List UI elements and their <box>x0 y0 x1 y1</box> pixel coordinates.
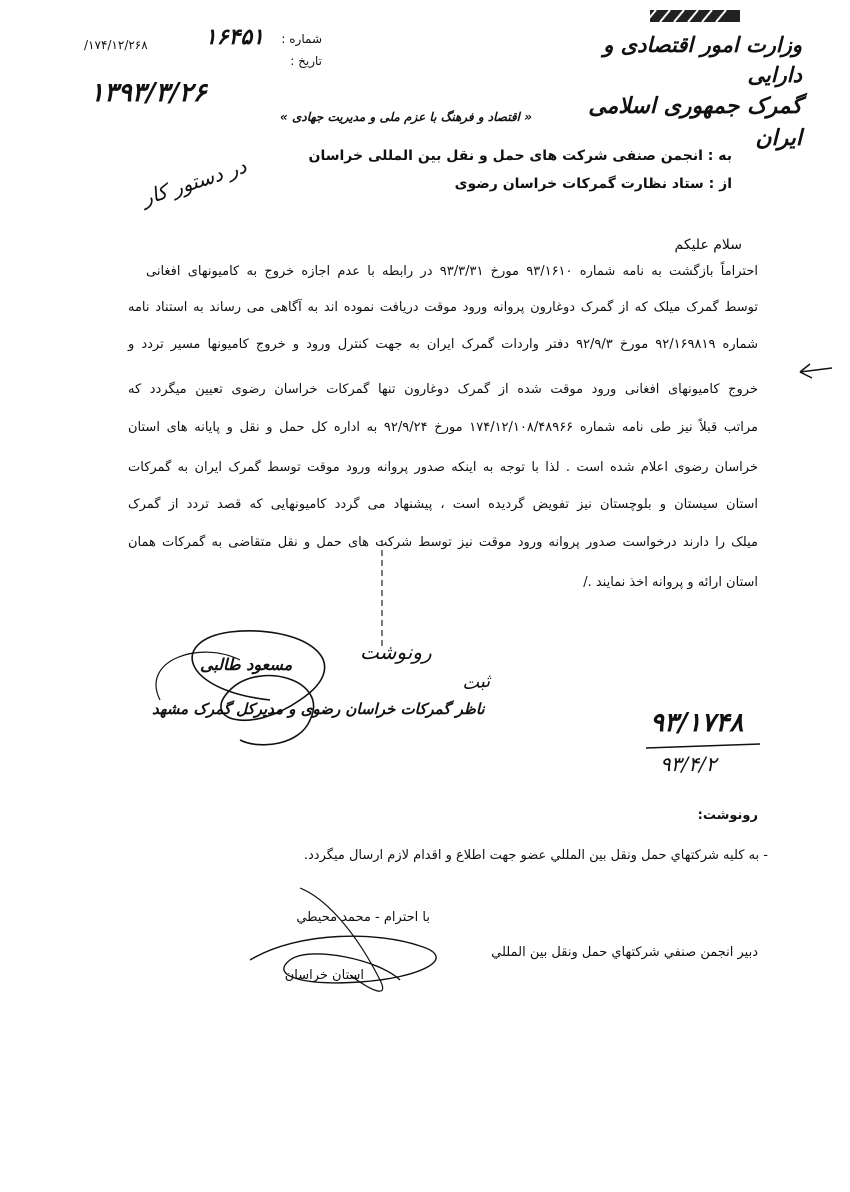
signer-name: مسعود طالبی <box>200 655 293 674</box>
reference-code: ۱۷۴/۱۲/۲۶۸/ <box>84 38 148 52</box>
signer-title: ناظر گمرکات خراسان رضوی و مدیرکل گمرک مشهد <box>152 700 485 718</box>
body-line: مراتب قبلاً نیز طی نامه شماره ۱۷۴/۱۲/۱۰۸/۴۸۹۶۶ مورخ ۹۲/۹/۲۴ به اداره کل حمل و نقل و پایانه های استان <box>128 420 758 435</box>
registration-underline <box>646 744 760 748</box>
secretary-place: استان خراسان <box>284 968 364 983</box>
body-line: استان سیستان و بلوچستان نیز تفویض گردیده است ، پیشنهاد می گردد کامیونهایی که قصد تردد از گمرک <box>128 497 758 512</box>
regards-line: با احترام - محمد محيطي <box>296 910 430 925</box>
customs-name: گمرک جمهوری اسلامی ایران <box>588 93 802 151</box>
sender-line: از : ستاد نظارت گمرکات خراسان رضوی <box>454 176 732 192</box>
handwritten-cc-mark: رونوشت <box>360 640 432 664</box>
handwritten-note: در دستور کار <box>138 153 250 211</box>
cc-item: - به كليه شركتهاي حمل ونقل بين المللي عضو جهت اطلاع و اقدام لازم ارسال ميگردد. <box>303 848 768 863</box>
letter-number: ۱۶۴۵۱ <box>204 24 264 50</box>
body-line: استان ارائه و پروانه اخذ نمایند ./ <box>583 575 758 590</box>
ministry-name: وزارت امور اقتصادی و دارایی <box>603 32 802 87</box>
recipient-line: به : انجمن صنفی شرکت های حمل و نقل بین المللی خراسان <box>308 148 732 164</box>
corner-stripe <box>646 10 740 22</box>
motto: « اقتصاد و فرهنگ با عزم ملی و مدیریت جهادی » <box>280 110 532 124</box>
salutation: سلام علیکم <box>674 237 742 253</box>
signature-stroke <box>250 936 436 983</box>
body-line: احتراماً بازگشت به نامه شماره ۹۳/۱۶۱۰ مورخ ۹۳/۳/۳۱ در رابطه با عدم اجازه خروج به کامیونهای افغانی <box>146 264 758 279</box>
handwritten-date: ۱۳۹۳/۳/۲۶ <box>90 78 207 108</box>
body-line: میلک را دارند درخواست صدور پروانه ورود موقت نیز توسط شرکت های حمل و نقل متقاضی به گمرکات همان <box>128 535 758 550</box>
registration-date: ۹۳/۴/۲ <box>660 752 717 776</box>
body-line: خراسان رضوی اعلام شده است . لذا با توجه به اینکه صدور پروانه ورود موقت توسط گمرک ایران به گمرکات <box>128 460 758 475</box>
secretary-title: دبير انجمن صنفي شركتهاي حمل ونقل بين المللي <box>491 945 758 960</box>
signature-stroke <box>192 631 324 745</box>
cc-heading: رونوشت: <box>697 808 758 823</box>
number-label: شماره : <box>281 32 322 46</box>
margin-arrow-icon <box>800 364 832 378</box>
registration-number: ۹۳/۱۷۴۸ <box>650 708 744 738</box>
body-line: شماره ۹۲/۱۶۹۸۱۹ مورخ ۹۲/۹/۳ دفتر واردات گمرک ایران به جهت کنترل ورود و خروج کامیونها مسیر تردد و <box>128 337 758 352</box>
body-line: توسط گمرک میلک که از گمرک دوغارون پروانه ورود موقت دریافت نموده اند به آگاهی می رساند به استناد نامه <box>128 300 758 315</box>
body-line: خروج کامیونهای افغانی ورود موقت شده از گمرک دوغارون تنها گمرکات خراسان رضوی تعیین میگردد که <box>128 382 758 397</box>
handwritten-scribble: ثبت <box>460 670 492 695</box>
date-label: تاریخ : <box>290 54 322 68</box>
